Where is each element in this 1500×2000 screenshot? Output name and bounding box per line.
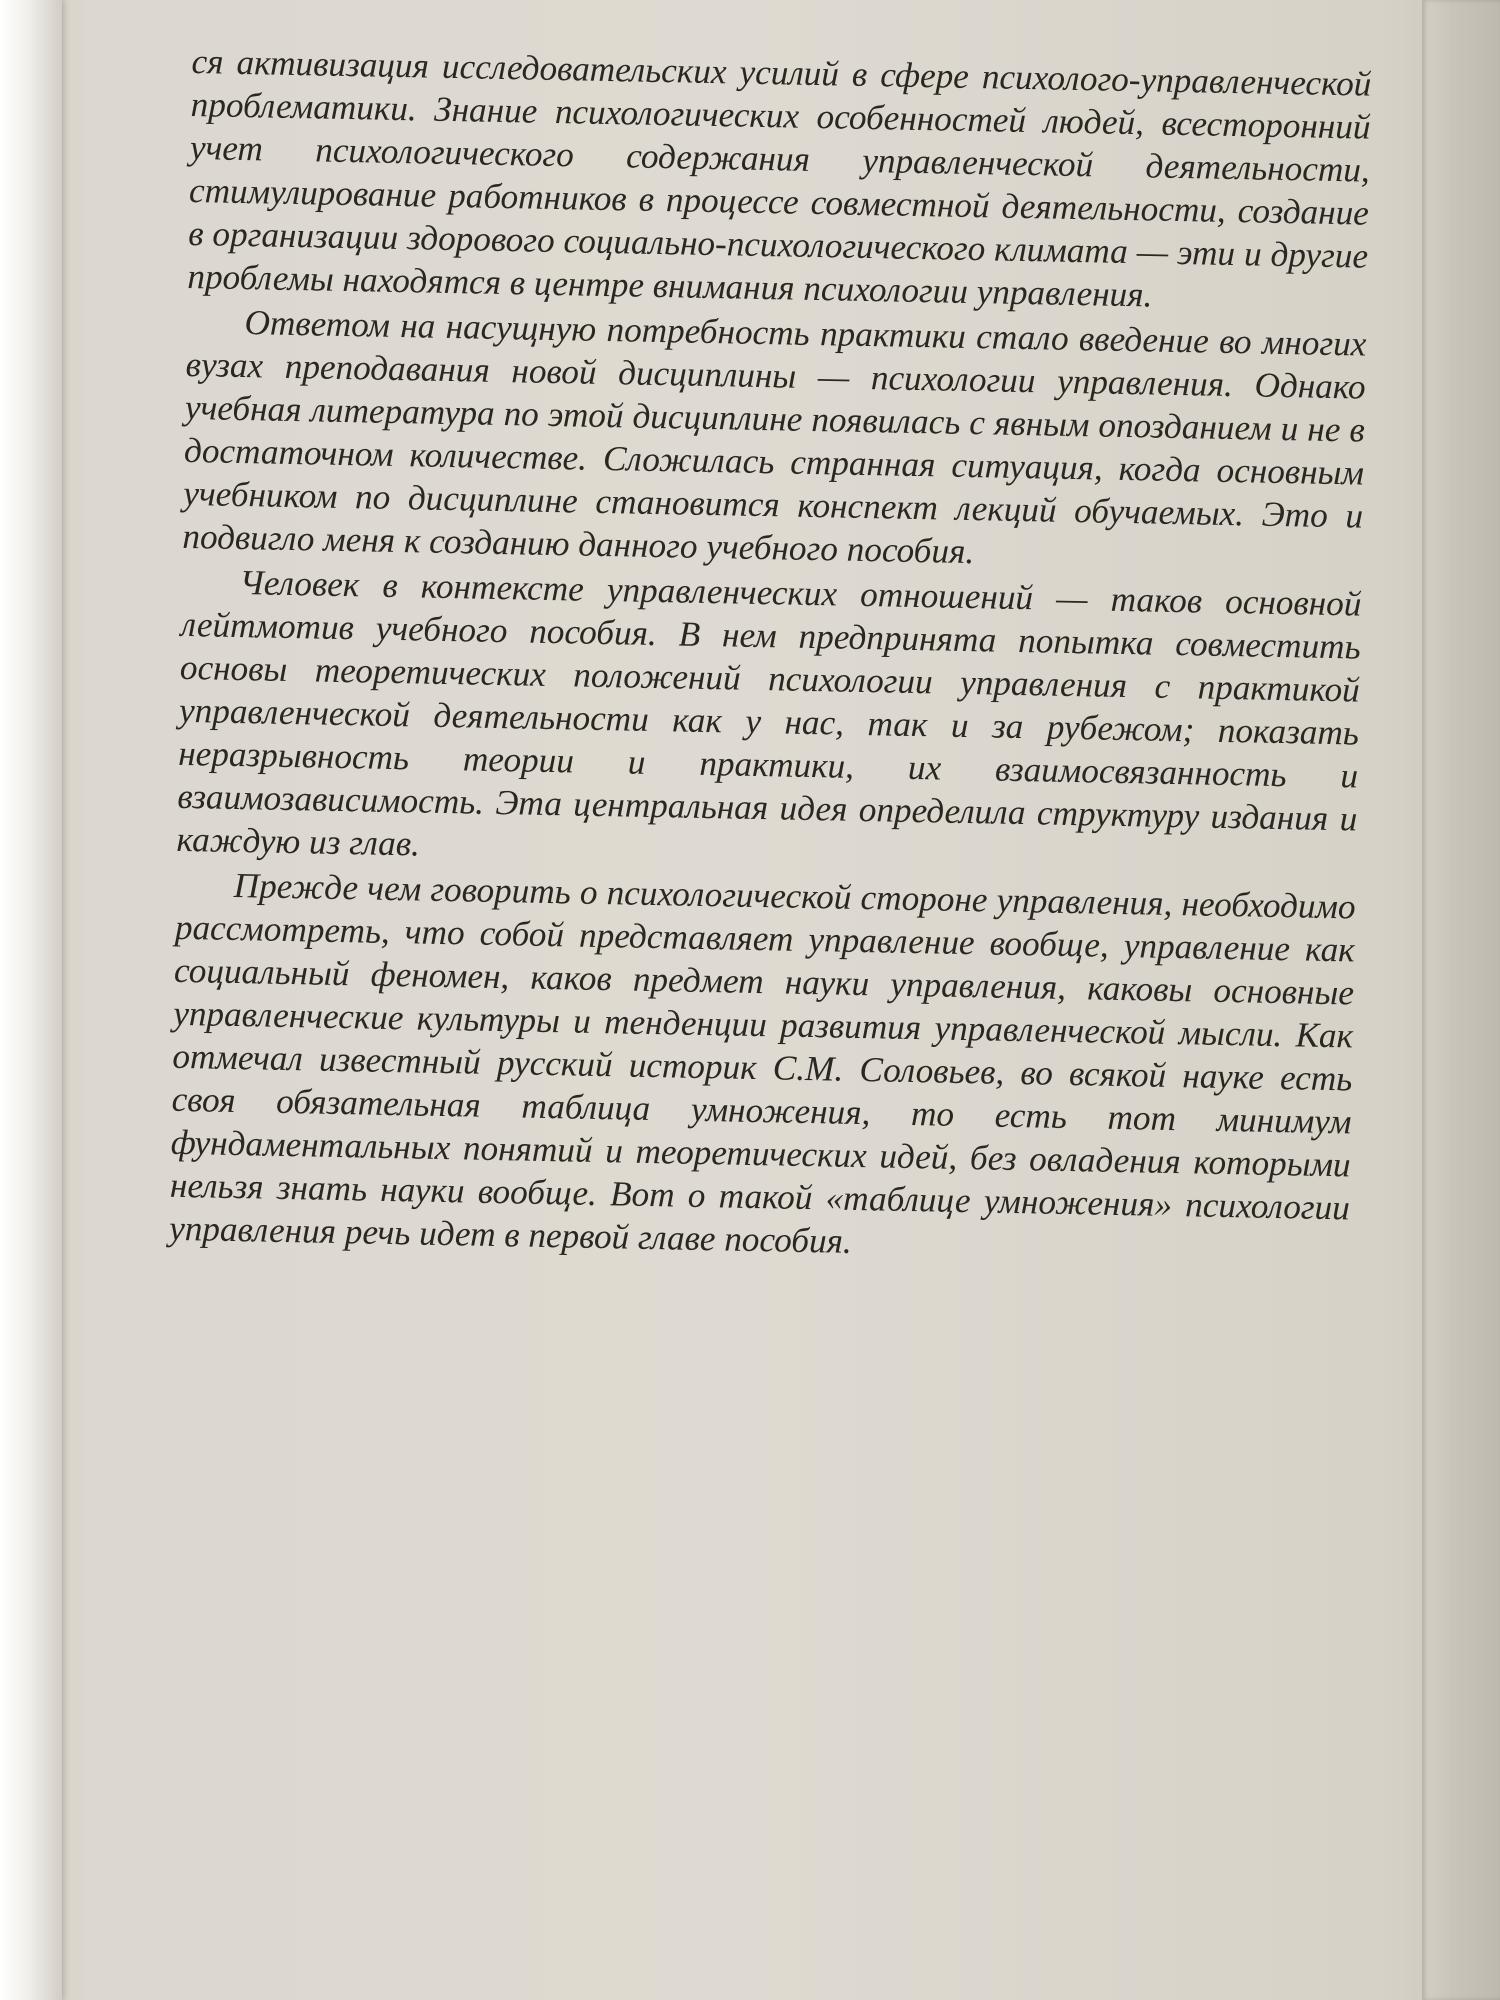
page-fold xyxy=(0,0,62,2000)
body-text xyxy=(169,40,1372,1272)
page-edge xyxy=(1422,0,1500,2000)
paragraph-1: ся активизация исследовательских усилий в сфере психолого-управленческой проблематики. Знание психологических особенностей людей, всесторонний учет психологического содержания управленческой деятельности, стимулирование работников в процессе совместной деятельности, создание в организации здорового социально-психологического климата — эти и другие проблемы находятся в центре внимания психологии управления. xyxy=(187,41,1372,315)
book-page xyxy=(62,0,1422,2000)
paragraph-3: Человек в контексте управленческих отношений — таков основной лейтмотив учебного пособия. В нем предпринята попытка совместить основы теоретических положений психологии управления с практикой управленческой деятельности как у нас, так и за рубежом; показать неразрывность теории и практики, их взаимосвязанность и взаимозависимость. Эта центральная идея определила структуру издания и каждую из глав. xyxy=(176,563,1362,864)
paragraph-2: Ответом на насущную потребность практики стало введение во многих вузах преподавания новой дисциплины — психологии управления. Однако учебная литература по этой дисциплине появилась с явным опозданием и не в достаточном количестве. Сложилась странная ситуация, когда основным учебником по дисциплине становится конспект лекций обучаемых. Это и подвигло меня к созданию данного учебного пособия. xyxy=(182,303,1367,572)
paragraph-4: Прежде чем говорить о психологической стороне управления, необходимо рассмотреть, что собой представляет управление вообще, управление как социальный феномен, каков предмет науки управления, каковы основные управленческие культуры и тенденции развития управленческой мысли. Как отмечал известный русский историк С.М. Соловьев, во всякой науке есть своя обязательная таблица умножения, то есть тот минимум фундаментальных понятий и теоретических идей, без овладения которыми нельзя знать науки вообще. Вот о такой «таблице умножения» психологии управления речь идет в первой главе пособия. xyxy=(168,865,1356,1261)
